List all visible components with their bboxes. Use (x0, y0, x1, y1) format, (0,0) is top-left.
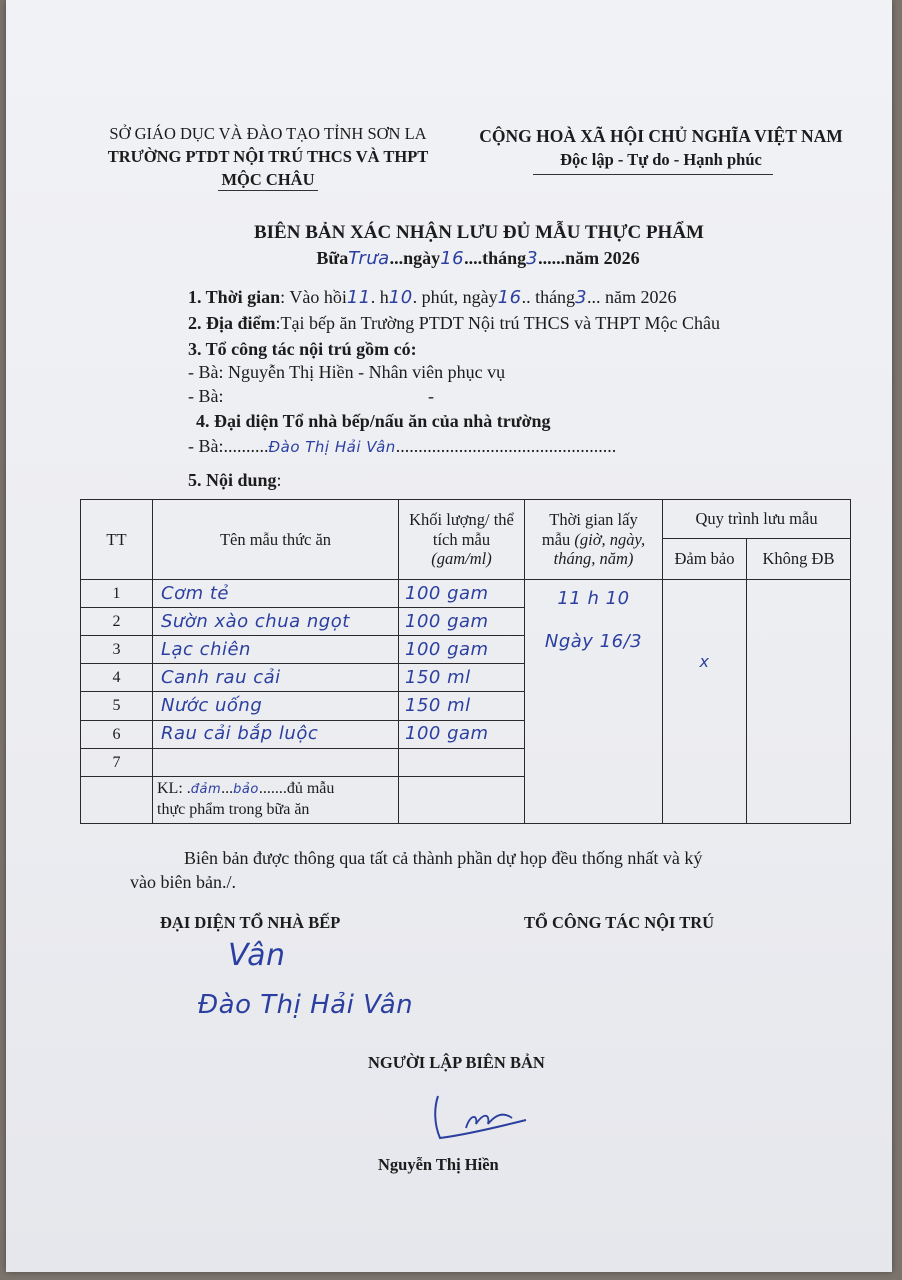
not-ok-cell (747, 579, 851, 823)
closing-line-2: vào biên bản./. (130, 872, 236, 892)
ok-cell (663, 579, 747, 823)
kitchen-rep (188, 436, 616, 457)
conclusion-hand-1: đảm (190, 782, 222, 798)
row-dish: Nước uống (153, 692, 399, 720)
row-qty: 150 ml (399, 664, 525, 692)
time-text-2: . h (370, 287, 389, 307)
col-header-name: Tên mẫu thức ăn (153, 500, 399, 580)
section-location (188, 313, 720, 334)
sample-table (80, 499, 851, 824)
day-label: ...ngày (389, 248, 441, 268)
kitchen-signature-name: Đào Thị Hải Vân (198, 990, 414, 1020)
section-time (188, 287, 677, 308)
meal-handwritten: Trưa (348, 248, 390, 269)
col-header-procedure: Quy trình lưu mẫu (663, 500, 851, 539)
conclusion-line-2: thực phẩm trong bữa ăn (157, 801, 310, 819)
conclusion-qty-cell (399, 776, 525, 823)
ok-mark: x (699, 651, 710, 671)
kitchen-signature: Vân (228, 938, 286, 973)
col-header-qty-line3: (gam/ml) (431, 549, 492, 569)
kitchen-signature-label: ĐẠI DIỆN TỔ NHÀ BẾP (160, 913, 341, 932)
section-time-label: 1. Thời gian (188, 287, 281, 307)
row-dish: Canh rau cải (153, 664, 399, 692)
row-tt: 6 (81, 720, 153, 748)
row-qty: 100 gam (399, 607, 525, 635)
team-member-2: - Bà: (188, 386, 224, 406)
row-tt: 5 (81, 692, 153, 720)
document-page (6, 0, 892, 1272)
agency-name: SỞ GIÁO DỤC VÀ ĐÀO TẠO TỈNH SƠN LA (109, 124, 427, 143)
time-text-1: : Vào hồi (280, 287, 347, 307)
row-qty: 100 gam (399, 720, 525, 748)
header-right (476, 125, 846, 171)
meal-label: Bữa (316, 248, 349, 268)
row-qty: 100 gam (399, 636, 525, 664)
col-header-time-line2a: mẫu (541, 529, 575, 549)
boarding-signature-label: TỔ CÔNG TÁC NỘI TRÚ (524, 913, 715, 932)
day-handwritten-2: 16 (497, 287, 522, 308)
col-header-time-line3: tháng, năm) (553, 549, 634, 569)
row-dish: Lạc chiên (153, 636, 399, 664)
creator-name: Nguyễn Thị Hiền (378, 1155, 499, 1174)
col-header-qty-line1: Khối lượng/ thể (409, 509, 514, 529)
row-dish: Rau cải bắp luộc (153, 720, 399, 748)
table-row (81, 579, 851, 607)
section-location-label: 2. Địa điểm (188, 313, 276, 333)
time-cell (525, 579, 663, 823)
header-right-underline (533, 174, 773, 175)
row-qty (399, 748, 525, 776)
col-header-qty (399, 500, 525, 580)
section-content-colon: : (276, 470, 282, 490)
creator-signature-mark (426, 1090, 536, 1146)
day-handwritten: 16 (440, 248, 465, 269)
row-qty: 150 ml (399, 692, 525, 720)
time-text-3: . phút, ngày (412, 287, 498, 307)
row-tt: 2 (81, 607, 153, 635)
col-header-qty-line2: tích mẫu (432, 529, 491, 549)
team-member-1: - Bà: Nguyễn Thị Hiền - Nhân viên phục vụ (188, 362, 506, 382)
time-text-4: .. tháng (521, 287, 576, 307)
row-tt: 4 (81, 664, 153, 692)
section-content-label: 5. Nội dung (188, 470, 277, 490)
col-header-time-line1: Thời gian lấy (549, 509, 638, 529)
row-dish: Cơm tẻ (153, 579, 399, 607)
month-label: ....tháng (464, 248, 527, 268)
conclusion-tt-cell (81, 776, 153, 823)
col-header-ok: Đảm bảo (663, 538, 747, 579)
conclusion-suffix: .......đủ mẫu (258, 780, 335, 798)
col-header-time-line2 (525, 530, 662, 550)
location-text: :Tại bếp ăn Trường PTDT Nội trú THCS và THPT Mộc Châu (275, 313, 720, 333)
conclusion-mid: ... (221, 780, 234, 798)
section-team-label: 3. Tổ công tác nội trú gồm có: (188, 339, 417, 359)
team-member-2-dash: - (428, 386, 434, 406)
row-dish: Sườn xào chua ngọt (153, 607, 399, 635)
conclusion-line-1 (157, 779, 398, 800)
col-header-tt: TT (81, 500, 153, 580)
month-handwritten: 3 (526, 248, 539, 269)
school-location: MỘC CHÂU (221, 170, 315, 189)
conclusion-prefix: KL: . (157, 780, 191, 798)
school-name: TRƯỜNG PTDT NỘI TRÚ THCS VÀ THPT (107, 147, 429, 166)
country-motto: Độc lập - Tự do - Hạnh phúc (560, 150, 762, 169)
row-qty: 100 gam (399, 579, 525, 607)
kitchen-rep-name-handwritten: Đào Thị Hải Vân (268, 438, 396, 456)
country-name: CỘNG HOÀ XÃ HỘI CHỦ NGHĨA VIỆT NAM (479, 126, 843, 146)
year-label: ......năm 2026 (538, 248, 640, 268)
time-text-5: ... năm 2026 (587, 287, 677, 307)
header-left (98, 122, 438, 191)
hour-handwritten: 11 (346, 287, 371, 308)
date-handwritten: Ngày 16/3 (544, 631, 643, 653)
col-header-time (525, 500, 663, 580)
conclusion-hand-2: bảo (233, 782, 259, 798)
header-left-underline (218, 190, 318, 191)
minute-handwritten: 10 (388, 287, 413, 308)
row-dish (153, 748, 399, 776)
creator-signature-label: NGƯỜI LẬP BIÊN BẢN (368, 1053, 545, 1072)
col-header-time-line2b: (giờ, ngày, (574, 529, 646, 549)
col-header-not-ok: Không ĐB (747, 538, 851, 579)
document-title: BIÊN BẢN XÁC NHẬN LƯU ĐỦ MẪU THỰC PHẨM (253, 222, 704, 243)
conclusion-cell (153, 776, 399, 823)
document-subtitle (6, 248, 902, 269)
time-handwritten: 11 h 10 (557, 587, 630, 609)
row-tt: 1 (81, 579, 153, 607)
row-tt: 3 (81, 636, 153, 664)
row-tt: 7 (81, 748, 153, 776)
closing-line-1: Biên bản được thông qua tất cả thành phần dự họp đều thống nhất và ký (184, 848, 703, 868)
month-handwritten-2: 3 (575, 287, 588, 308)
kitchen-rep-prefix: - Bà:.......... (188, 436, 269, 456)
section-content (188, 470, 282, 491)
kitchen-rep-suffix: ................................................. (395, 436, 617, 456)
section-kitchen-label: 4. Đại diện Tổ nhà bếp/nấu ăn của nhà trường (196, 411, 551, 431)
